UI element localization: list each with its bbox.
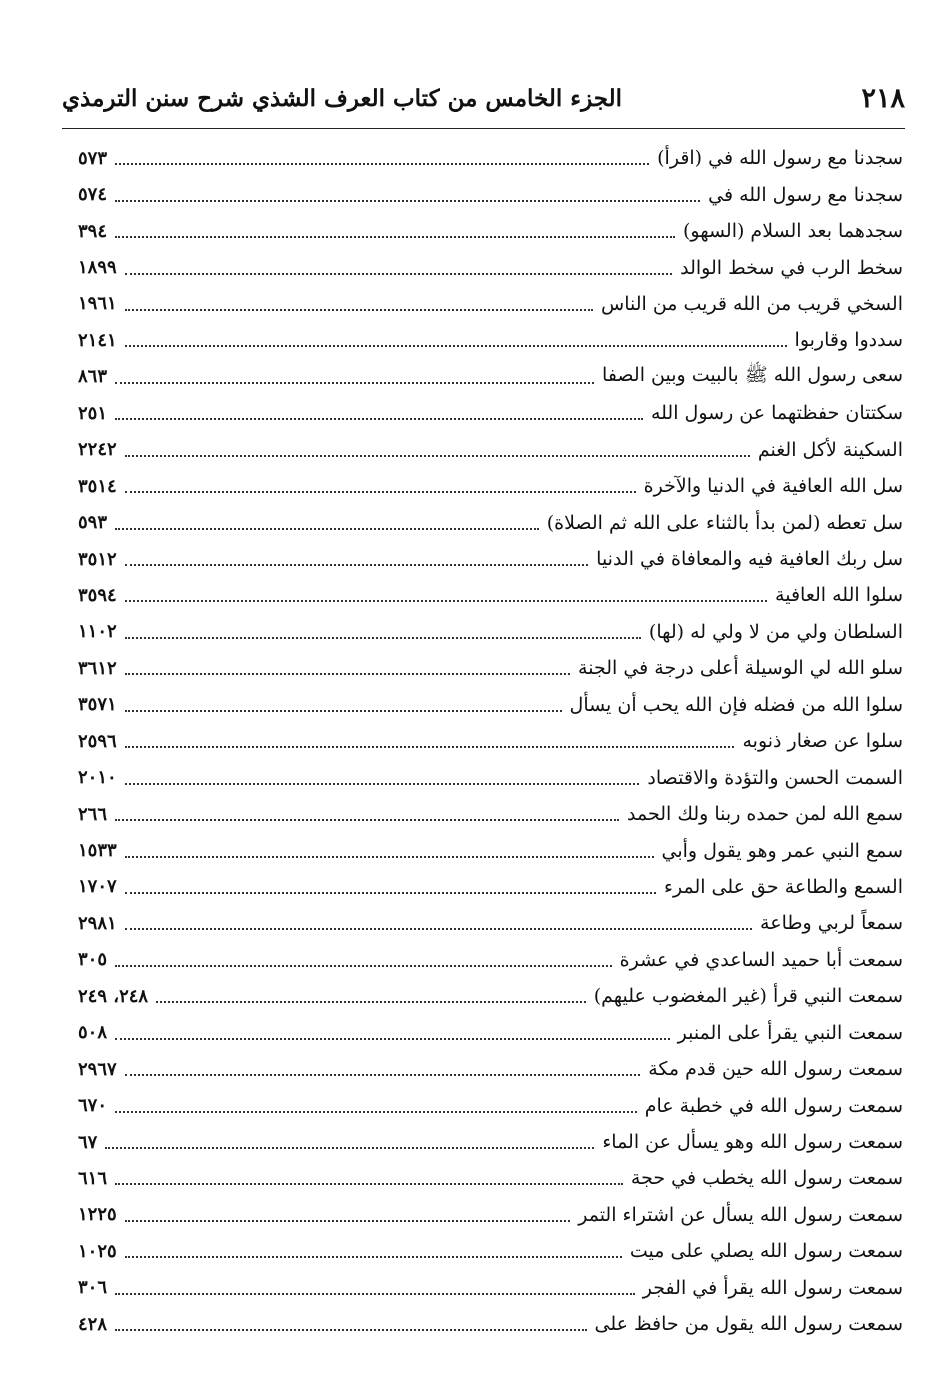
- entry-text: سلوا عن صغار ذنوبه: [742, 730, 903, 753]
- index-entry: [78, 687, 903, 723]
- index-entry: [78, 1160, 903, 1196]
- index-entry: [78, 395, 903, 431]
- dot-leader: [115, 965, 612, 967]
- entry-reference-number: ٥٩٣: [78, 512, 108, 534]
- entry-text: سلوا الله العافية: [775, 584, 903, 607]
- entry-text: سمعت النبي يقرأ على المنبر: [677, 1021, 903, 1044]
- dot-leader: [115, 163, 649, 165]
- entry-reference-number: ٢٩٨١: [78, 912, 117, 934]
- entry-text: سل الله العافية في الدنيا والآخرة: [643, 475, 903, 498]
- index-entry: [78, 1270, 903, 1306]
- dot-leader: [115, 1293, 635, 1295]
- index-entry: [78, 1015, 903, 1051]
- entry-text: سعى رسول الله ﷺ بالبيت وبين الصفا: [602, 363, 903, 386]
- entry-text: سل ربك العافية فيه والمعافاة في الدنيا: [596, 548, 903, 571]
- entry-reference-number: ٣٦١٢: [78, 657, 117, 679]
- entry-reference-number: ٤٢٨: [78, 1313, 108, 1335]
- dot-leader: [125, 345, 787, 347]
- index-entry: [78, 286, 903, 322]
- entry-text: سكتتان حفظتهما عن رسول الله: [650, 402, 903, 425]
- dot-leader: [156, 1001, 586, 1003]
- entry-text: سمعت رسول الله يسأل عن اشتراء التمر: [578, 1203, 903, 1226]
- entry-reference-number: ٢٤٨، ٢٤٩: [78, 985, 149, 1007]
- entry-text: السمت الحسن والتؤدة والاقتصاد: [647, 766, 903, 789]
- entry-reference-number: ٣٥١٤: [78, 475, 117, 497]
- entry-text: سل تعطه (لمن بدأ بالثناء على الله ثم الصلاة): [546, 511, 903, 534]
- entry-reference-number: ٢٢٤٢: [78, 439, 117, 461]
- index-entry: [78, 978, 903, 1014]
- dot-leader: [125, 673, 570, 675]
- entry-text: سجدنا مع رسول الله في (اقرأ): [657, 147, 903, 170]
- dot-leader: [115, 819, 619, 821]
- entry-text: السلطان ولي من لا ولي له (لها): [648, 620, 903, 643]
- entry-text: سمعت رسول الله يقول من حافظ على: [594, 1313, 903, 1336]
- entry-text: سمعت رسول الله يصلي على ميت: [629, 1240, 903, 1263]
- entry-text: سجدنا مع رسول الله في: [708, 183, 903, 206]
- index-entry: [78, 213, 903, 249]
- dot-leader: [115, 1329, 586, 1331]
- dot-leader: [115, 1111, 637, 1113]
- entry-reference-number: ٣٠٥: [78, 949, 108, 971]
- dot-leader: [125, 892, 656, 894]
- index-entry: [78, 650, 903, 686]
- entry-text: سمعت رسول الله يقرأ في الفجر: [642, 1276, 903, 1299]
- dot-leader: [125, 928, 752, 930]
- index-entry: [78, 541, 903, 577]
- entry-reference-number: ٥٧٣: [78, 147, 108, 169]
- entry-reference-number: ٣٩٤: [78, 220, 108, 242]
- index-entry: [78, 942, 903, 978]
- dot-leader: [125, 746, 735, 748]
- entry-reference-number: ١١٠٢: [78, 621, 117, 643]
- entry-text: سجدهما بعد السلام (السهو): [682, 220, 903, 243]
- index-entry: [78, 759, 903, 795]
- page-header: [62, 76, 905, 120]
- dot-leader: [125, 309, 593, 311]
- dot-leader: [125, 1220, 571, 1222]
- entry-text: السكينة لأكل الغنم: [757, 438, 903, 461]
- index-entry: [78, 1087, 903, 1123]
- entry-text: سمعت النبي قرأ (غير المغضوب عليهم): [593, 985, 903, 1008]
- index-entry: [78, 723, 903, 759]
- dot-leader: [125, 273, 672, 275]
- index-entry: [78, 869, 903, 905]
- entry-reference-number: ٦٧: [78, 1131, 98, 1153]
- dot-leader: [125, 1256, 622, 1258]
- dot-leader: [125, 491, 636, 493]
- index-entry: [78, 1233, 903, 1269]
- entry-reference-number: ٣٥١٢: [78, 548, 117, 570]
- running-title: الجزء الخامس من كتاب العرف الشذي شرح سنن الترمذي: [62, 84, 623, 112]
- dot-leader: [125, 710, 562, 712]
- entry-text: سلوا الله من فضله فإن الله يحب أن يسأل: [569, 693, 903, 716]
- entry-text: سمعت رسول الله وهو يسأل عن الماء: [602, 1131, 903, 1154]
- entry-reference-number: ١٠٢٥: [78, 1240, 117, 1262]
- dot-leader: [115, 382, 594, 384]
- entry-reference-number: ٦٧٠: [78, 1095, 108, 1117]
- entry-reference-number: ٣٠٦: [78, 1277, 108, 1299]
- entry-text: سلو الله لي الوسيلة أعلى درجة في الجنة: [578, 657, 903, 680]
- entry-text: السخي قريب من الله قريب من الناس: [601, 292, 903, 315]
- dot-leader: [115, 1038, 670, 1040]
- entry-reference-number: ٢٦٦: [78, 803, 108, 825]
- index-entry: [78, 1124, 903, 1160]
- entry-reference-number: ٥٠٨: [78, 1022, 108, 1044]
- entry-text: السمع والطاعة حق على المرء: [664, 875, 903, 898]
- index-list: [78, 140, 903, 1342]
- entry-reference-number: ١٨٩٩: [78, 257, 117, 279]
- dot-leader: [125, 783, 640, 785]
- dot-leader: [125, 856, 654, 858]
- dot-leader: [115, 418, 643, 420]
- index-entry: [78, 614, 903, 650]
- entry-text: سمع الله لمن حمده ربنا ولك الحمد: [627, 803, 903, 826]
- index-entry: [78, 1306, 903, 1342]
- entry-reference-number: ٣٥٧١: [78, 694, 117, 716]
- index-entry: [78, 832, 903, 868]
- header-rule: [62, 128, 905, 129]
- index-entry: [78, 504, 903, 540]
- dot-leader: [115, 1183, 623, 1185]
- index-entry: [78, 905, 903, 941]
- dot-leader: [115, 528, 539, 530]
- index-entry: [78, 249, 903, 285]
- entry-text: سمعت رسول الله يخطب في حجة: [630, 1167, 903, 1190]
- index-entry: [78, 577, 903, 613]
- entry-text: سخط الرب في سخط الوالد: [680, 256, 903, 279]
- index-entry: [78, 322, 903, 358]
- entry-text: سمع النبي عمر وهو يقول وأبي: [661, 839, 903, 862]
- entry-reference-number: ٢٠١٠: [78, 767, 117, 789]
- dot-leader: [115, 200, 700, 202]
- entry-reference-number: ١٩٦١: [78, 293, 117, 315]
- index-entry: [78, 796, 903, 832]
- entry-reference-number: ٢١٤١: [78, 329, 117, 351]
- dot-leader: [125, 600, 767, 602]
- entry-reference-number: ٢٥٩٦: [78, 730, 117, 752]
- entry-text: سمعت رسول الله في خطبة عام: [644, 1094, 903, 1117]
- entry-reference-number: ٣٥٩٤: [78, 584, 117, 606]
- dot-leader: [125, 1074, 641, 1076]
- index-entry: [78, 140, 903, 176]
- entry-text: سددوا وقاربوا: [794, 329, 903, 352]
- entry-reference-number: ١٧٠٧: [78, 876, 117, 898]
- index-entry: [78, 1197, 903, 1233]
- dot-leader: [125, 637, 641, 639]
- dot-leader: [125, 564, 588, 566]
- entry-reference-number: ١٢٢٥: [78, 1204, 117, 1226]
- index-entry: [78, 432, 903, 468]
- entry-reference-number: ١٥٣٣: [78, 840, 117, 862]
- index-entry: [78, 1051, 903, 1087]
- dot-leader: [105, 1147, 594, 1149]
- index-entry: [78, 176, 903, 212]
- entry-reference-number: ٦١٦: [78, 1167, 108, 1189]
- entry-reference-number: ٢٥١: [78, 402, 108, 424]
- index-entry: [78, 468, 903, 504]
- dot-leader: [125, 455, 750, 457]
- dot-leader: [115, 236, 675, 238]
- entry-reference-number: ٢٩٦٧: [78, 1058, 117, 1080]
- entry-text: سمعت أبا حميد الساعدي في عشرة: [619, 948, 903, 971]
- entry-reference-number: ٥٧٤: [78, 184, 108, 206]
- entry-text: سمعاً لربي وطاعة: [760, 912, 903, 935]
- entry-reference-number: ٨٦٣: [78, 366, 108, 388]
- entry-text: سمعت رسول الله حين قدم مكة: [648, 1058, 903, 1081]
- index-entry: [78, 359, 903, 395]
- page-number: ٢١٨: [861, 82, 905, 114]
